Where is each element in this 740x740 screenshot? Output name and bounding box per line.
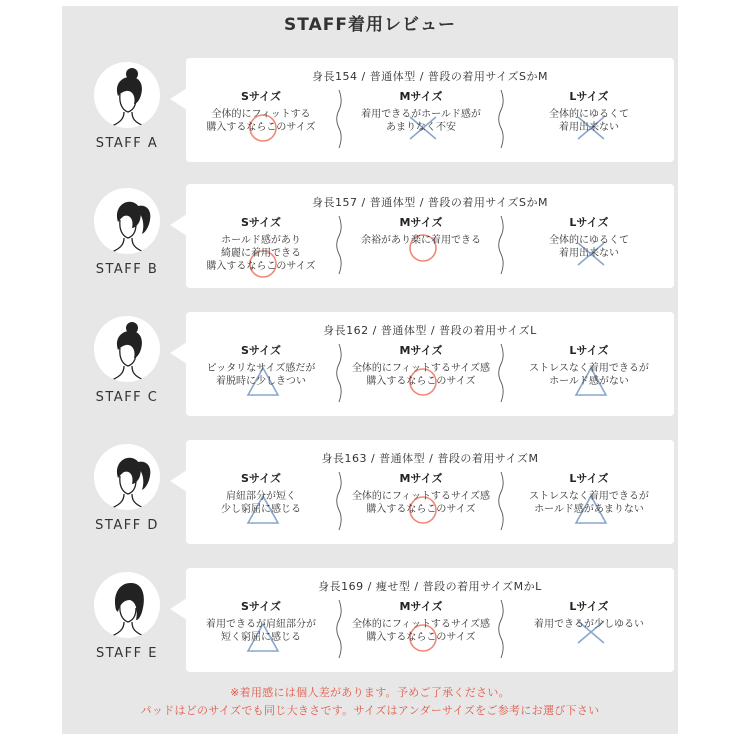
speech-bubble-tail	[170, 598, 187, 620]
avatar	[94, 444, 160, 510]
review-card	[186, 568, 674, 672]
size-comment: 全体的にフィットするサイズ感 購入するならこのサイズ	[351, 363, 491, 387]
staff-name: STAFF E	[96, 646, 158, 661]
size-column	[186, 216, 336, 282]
size-comment: 全体的にフィットするサイズ感 購入するならこのサイズ	[351, 491, 491, 515]
staff-name: STAFF C	[95, 390, 159, 405]
size-column	[509, 216, 669, 282]
staff-profile: 身長169 / 痩せ型 / 普段の着用サイズMかL	[318, 580, 542, 593]
staff-profile: 身長157 / 普通体型 / 普段の着用サイズSかM	[312, 196, 548, 209]
size-label: Mサイズ	[399, 90, 443, 103]
staff-name: STAFF A	[95, 136, 159, 151]
size-label: Lサイズ	[569, 600, 609, 613]
size-column	[509, 90, 669, 156]
size-column	[509, 600, 669, 666]
size-label: Mサイズ	[399, 600, 443, 613]
avatar	[94, 62, 160, 128]
size-label: Mサイズ	[399, 472, 443, 485]
size-column	[346, 600, 496, 666]
size-comment: 全体的にフィットする 購入するならこのサイズ	[206, 109, 316, 133]
review-card	[186, 440, 674, 544]
ponytail-silhouette-icon	[94, 444, 160, 510]
ponytail-silhouette-icon	[94, 188, 160, 254]
size-column	[346, 344, 496, 410]
size-comment: ストレスなく着用できるが ホールド感があまりない	[529, 491, 649, 515]
size-comment: 着用できるが肩紐部分が 短く窮屈に感じる	[206, 619, 316, 643]
size-label: Lサイズ	[569, 216, 609, 229]
size-column	[346, 216, 496, 282]
staff-row	[0, 440, 740, 544]
size-label: Lサイズ	[569, 90, 609, 103]
size-comment: 着用できるがホールド感が あまりなく不安	[361, 109, 481, 133]
staff-profile: 身長154 / 普通体型 / 普段の着用サイズSかM	[312, 70, 548, 83]
size-column	[186, 90, 336, 156]
size-comment: 肩紐部分が短く 少し窮屈に感じる	[221, 491, 301, 515]
size-label: Lサイズ	[569, 344, 609, 357]
review-card	[186, 184, 674, 288]
size-comment: ピッタリなサイズ感だが 着脱時に少しきつい	[206, 363, 316, 387]
size-comment: ホールド感があり 綺麗に着用できる 購入するならこのサイズ	[206, 235, 316, 272]
staff-row	[0, 568, 740, 672]
size-comment: 余裕があり楽に着用できる	[361, 235, 481, 246]
size-label: Mサイズ	[399, 216, 443, 229]
column-divider	[336, 88, 344, 150]
woman-silhouette-icon	[94, 316, 160, 382]
woman-silhouette-icon	[94, 62, 160, 128]
column-divider	[498, 598, 506, 660]
note-line-1: ※着用感には個人差があります。予めご了承ください。	[230, 686, 510, 699]
speech-bubble-tail	[170, 470, 187, 492]
staff-row	[0, 58, 740, 162]
column-divider	[498, 470, 506, 532]
size-label: Sサイズ	[240, 600, 282, 613]
size-comment: 全体的にゆるくて 着用出来ない	[549, 235, 629, 259]
column-divider	[498, 342, 506, 404]
staff-row	[0, 184, 740, 288]
staff-row	[0, 312, 740, 416]
size-column	[186, 344, 336, 410]
size-column	[509, 472, 669, 538]
size-comment: ストレスなく着用できるが ホールド感がない	[529, 363, 649, 387]
size-column	[186, 600, 336, 666]
review-card	[186, 312, 674, 416]
staff-profile: 身長162 / 普通体型 / 普段の着用サイズL	[323, 324, 537, 337]
column-divider	[336, 470, 344, 532]
staff-profile: 身長163 / 普通体型 / 普段の着用サイズM	[321, 452, 539, 465]
size-label: Sサイズ	[240, 344, 282, 357]
size-column	[186, 472, 336, 538]
staff-name: STAFF B	[95, 262, 159, 277]
avatar	[94, 188, 160, 254]
size-column	[509, 344, 669, 410]
size-label: Sサイズ	[240, 216, 282, 229]
page-title: STAFF着用レビュー	[284, 15, 456, 35]
column-divider	[336, 214, 344, 276]
size-comment: 着用できるが少しゆるい	[534, 619, 644, 630]
size-comment: 全体的にフィットするサイズ感 購入するならこのサイズ	[351, 619, 491, 643]
speech-bubble-tail	[170, 342, 187, 364]
size-label: Sサイズ	[240, 472, 282, 485]
speech-bubble-tail	[170, 88, 187, 110]
note-line-2: パッドはどのサイズでも同じ大きさです。サイズはアンダーサイズをご参考にお選び下さい	[140, 704, 600, 717]
speech-bubble-tail	[170, 214, 187, 236]
review-card	[186, 58, 674, 162]
woman-silhouette-icon	[94, 572, 160, 638]
size-column	[346, 472, 496, 538]
size-comment: 全体的にゆるくて 着用出来ない	[549, 109, 629, 133]
size-label: Lサイズ	[569, 472, 609, 485]
size-label: Sサイズ	[240, 90, 282, 103]
column-divider	[336, 598, 344, 660]
size-label: Mサイズ	[399, 344, 443, 357]
avatar	[94, 316, 160, 382]
column-divider	[336, 342, 344, 404]
column-divider	[498, 88, 506, 150]
size-column	[346, 90, 496, 156]
column-divider	[498, 214, 506, 276]
staff-name: STAFF D	[95, 518, 159, 533]
avatar	[94, 572, 160, 638]
